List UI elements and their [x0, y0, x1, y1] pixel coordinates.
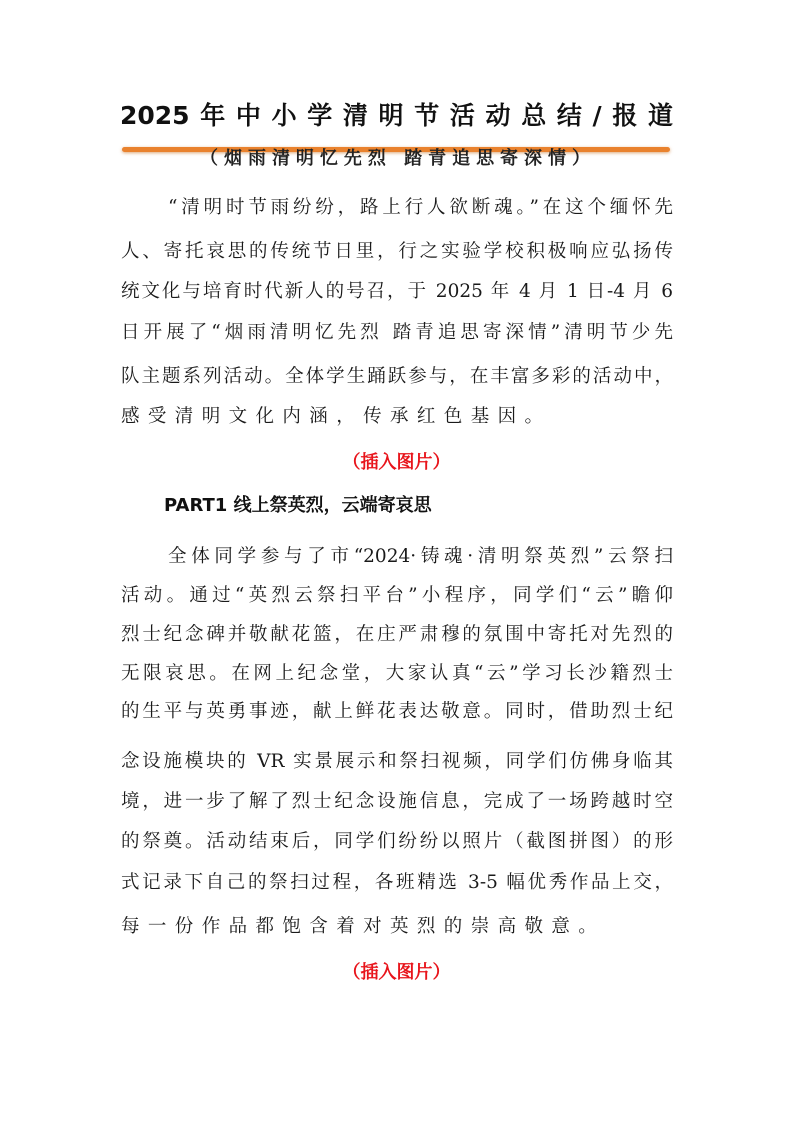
paragraph-line: 境，进一步了解了烈士纪念设施信息，完成了一场跨越时空 [121, 791, 673, 812]
paragraph-line: 日开展了“烟雨清明忆先烈 踏青追思寄深情”清明节少先 [121, 322, 673, 343]
paragraph-line: 队主题系列活动。全体学生踊跃参与，在丰富多彩的活动中， [121, 366, 673, 387]
paragraph-line: 每一份作品都饱含着对英烈的崇高敬意。 [121, 916, 606, 937]
paragraph-line: 统文化与培育时代新人的号召，于 2025 年 4 月 1 日-4 月 6 [121, 281, 673, 302]
section-heading-part1: PART1 线上祭英烈，云端寄哀思 [164, 495, 432, 516]
paragraph-line: “清明时节雨纷纷，路上行人欲断魂。”在这个缅怀先 [168, 197, 673, 218]
paragraph-line: 感受清明文化内涵，传承红色基因。 [121, 406, 552, 427]
paragraph-line: 的祭奠。活动结束后，同学们纷纷以照片（截图拼图）的形 [121, 831, 673, 852]
paragraph-line: 式记录下自己的祭扫过程，各班精选 3-5 幅优秀作品上交， [121, 872, 673, 893]
insert-image-placeholder: （插入图片） [342, 962, 451, 983]
insert-image-placeholder: （插入图片） [342, 452, 451, 473]
paragraph-line: 念设施模块的 VR 实景展示和祭扫视频，同学们仿佛身临其 [121, 751, 673, 772]
document-title: 2025年中小学清明节活动总结/报道 [120, 101, 673, 130]
paragraph-line: 无限哀思。在网上纪念堂，大家认真“云”学习长沙籍烈士 [121, 663, 673, 684]
paragraph-line: 人、寄托哀思的传统节日里，行之实验学校积极响应弘扬传 [121, 241, 673, 262]
paragraph-line: 的生平与英勇事迹，献上鲜花表达敬意。同时，借助烈士纪 [121, 701, 673, 722]
paragraph-line: 全体同学参与了市“2024·铸魂·清明祭英烈”云祭扫 [168, 546, 673, 567]
paragraph-line: 烈士纪念碑并敬献花篮，在庄严肃穆的氛围中寄托对先烈的 [121, 624, 673, 645]
document-subtitle: （烟雨清明忆先烈 踏青追思寄深情） [200, 148, 593, 169]
paragraph-line: 活动。通过“英烈云祭扫平台”小程序，同学们“云”瞻仰 [121, 585, 673, 606]
